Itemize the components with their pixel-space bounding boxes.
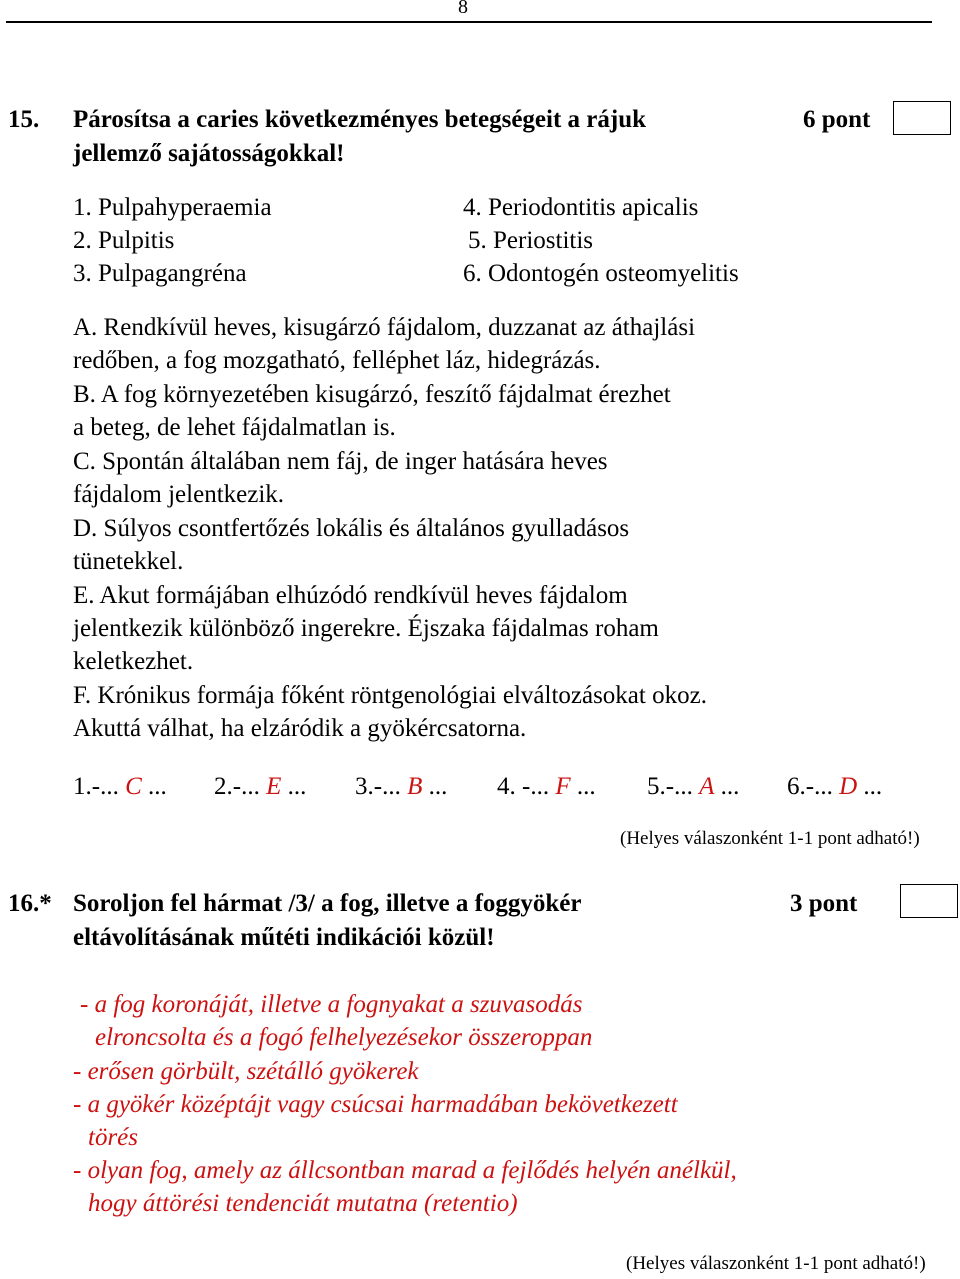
q15-answer: 3.-... B ... xyxy=(355,773,448,800)
q15-description-line: jelentkezik különböző ingerekre. Éjszaka fájdalmas roham xyxy=(73,615,659,642)
q15-answer: 1.-... C ... xyxy=(73,773,167,800)
q15-item: 3. Pulpagangréna xyxy=(73,260,247,287)
q15-description-line: keletkezhet. xyxy=(73,648,194,675)
q15-answer-value: A xyxy=(699,773,715,800)
q15-description-line: B. A fog környezetében kisugárzó, feszítő fájdalmat érezhet xyxy=(73,381,671,408)
q16-answer-line: - a gyökér középtájt vagy csúcsai harmadában bekövetkezett xyxy=(73,1091,678,1118)
q15-description-line: redőben, a fog mozgatható, felléphet láz, hidegrázás. xyxy=(73,347,601,374)
q15-answer-value: D xyxy=(839,773,858,800)
q16-number: 16.* xyxy=(8,890,52,917)
q15-description-line: A. Rendkívül heves, kisugárzó fájdalom, duzzanat az áthajlási xyxy=(73,314,696,341)
q15-description-line: a beteg, de lehet fájdalmatlan is. xyxy=(73,414,396,441)
q15-title-line1: Párosítsa a caries következményes betegségeit a rájuk xyxy=(73,106,647,133)
q16-points: 3 pont xyxy=(790,890,858,917)
q15-answer: 6.-... D ... xyxy=(787,773,883,800)
q15-answer: 5.-... A ... xyxy=(647,773,740,800)
q15-scoring-note: (Helyes válaszonként 1-1 pont adható!) xyxy=(620,828,920,849)
q15-score-box[interactable] xyxy=(893,101,951,135)
q15-description-line: D. Súlyos csontfertőzés lokális és általános gyulladásos xyxy=(73,515,630,542)
q16-scoring-note: (Helyes válaszonként 1-1 pont adható!) xyxy=(626,1253,926,1274)
q15-answer-value: C xyxy=(125,773,142,800)
q15-title-line2: jellemző sajátosságokkal! xyxy=(73,140,345,167)
q15-item: 2. Pulpitis xyxy=(73,227,175,254)
q16-title-line2: eltávolításának műtéti indikációi közül! xyxy=(73,924,495,951)
q16-answer-line: - erősen görbült, szétálló gyökerek xyxy=(73,1058,419,1085)
q15-answer: 4. -... F ... xyxy=(497,773,596,800)
q16-answer-line: elroncsolta és a fogó felhelyezésekor összeroppan xyxy=(95,1024,593,1051)
q15-description-line: E. Akut formájában elhúzódó rendkívül heves fájdalom xyxy=(73,582,628,609)
q15-description-line: fájdalom jelentkezik. xyxy=(73,481,285,508)
q15-item: 6. Odontogén osteomyelitis xyxy=(463,260,739,287)
q15-answer-value: E xyxy=(266,773,282,800)
q16-answer-line: - a fog koronáját, illetve a fognyakat a szuvasodás xyxy=(80,991,583,1018)
q15-number: 15. xyxy=(8,106,40,133)
page-number: 8 xyxy=(458,0,468,18)
q15-description-line: C. Spontán általában nem fáj, de inger hatására heves xyxy=(73,448,608,475)
q15-item: 1. Pulpahyperaemia xyxy=(73,194,272,221)
q16-score-box[interactable] xyxy=(900,884,958,918)
q15-answer: 2.-... E ... xyxy=(214,773,307,800)
q15-description-line: tünetekkel. xyxy=(73,548,184,575)
q16-answer-line: törés xyxy=(88,1124,138,1151)
q15-description-line: Akuttá válhat, ha elzáródik a gyökércsatorna. xyxy=(73,715,527,742)
q15-description-line: F. Krónikus formája főként röntgenológiai elváltozásokat okoz. xyxy=(73,682,707,709)
q16-title-line1: Soroljon fel hármat /3/ a fog, illetve a foggyökér xyxy=(73,890,582,917)
q16-answer-line: hogy áttörési tendenciát mutatna (retentio) xyxy=(88,1190,518,1217)
q15-points: 6 pont xyxy=(803,106,871,133)
q15-answer-value: F xyxy=(555,773,571,800)
q15-item: 4. Periodontitis apicalis xyxy=(463,194,699,221)
q15-answer-value: B xyxy=(407,773,423,800)
q15-item: 5. Periostitis xyxy=(468,227,594,254)
header-rule xyxy=(6,21,932,23)
q16-answer-line: - olyan fog, amely az állcsontban marad a fejlődés helyén anélkül, xyxy=(73,1157,737,1184)
